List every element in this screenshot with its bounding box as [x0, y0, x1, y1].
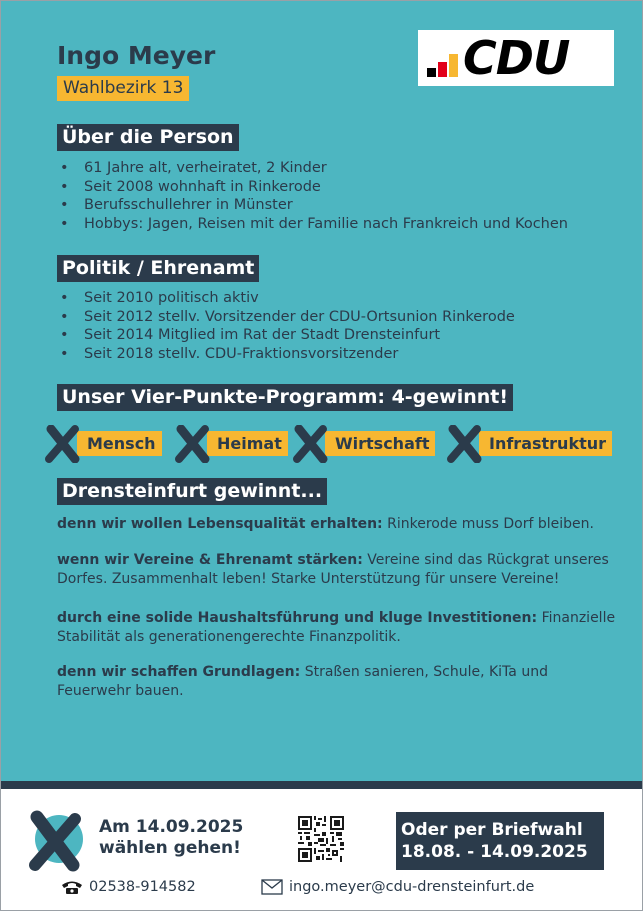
cross-mark-icon [43, 425, 83, 463]
logo-bar-gold [449, 54, 458, 77]
paragraph-text: Finanzielle Stabilität als generationengerechte Finanzpolitik. [57, 610, 616, 645]
vote-call-line: wählen gehen! [99, 838, 241, 858]
paragraph-lead: denn wir wollen Lebensqualität erhalten: [57, 516, 383, 532]
cross-mark-icon [445, 425, 485, 463]
qr-code-icon[interactable] [298, 816, 344, 862]
paragraph-lead: wenn wir Vereine & Ehrenamt stärken: [57, 552, 363, 568]
phone-number[interactable]: 02538-914582 [89, 879, 196, 895]
postal-vote-box [396, 812, 604, 870]
program-point-label: Mensch [77, 431, 162, 456]
email-contact [261, 877, 534, 897]
vote-date-line: Am 14.09.2025 [99, 817, 244, 837]
heading-politics: Politik / Ehrenamt [57, 255, 259, 282]
paragraph-text: Vereine sind das Rückgrat unseres Dorfes. Zusammenhalt leben! Starke Unterstützung für unsere Vereine! [57, 552, 609, 587]
list-item: • Seit 2010 politisch aktiv [57, 289, 515, 308]
ballot-cross-icon [25, 809, 87, 873]
district-badge: Wahlbezirk 13 [57, 76, 189, 101]
postal-vote-dates: 18.08. - 14.09.2025 [401, 842, 588, 862]
paragraph-text: Rinkerode muss Dorf bleiben. [382, 516, 594, 532]
list-item: • Seit 2018 stellv. CDU-Fraktionsvorsitzender [57, 345, 515, 364]
logo-text: CDU [463, 31, 570, 85]
program-point-label: Wirtschaft [325, 431, 435, 456]
list-item: • Seit 2012 stellv. Vorsitzender der CDU-Ortsunion Rinkerode [57, 308, 515, 327]
logo-bar-black [427, 68, 436, 77]
paragraph-budget [57, 609, 617, 646]
paragraph-clubs [57, 551, 617, 588]
person-list [57, 159, 568, 233]
program-point-label: Infrastruktur [479, 431, 612, 456]
paragraph-lead: durch eine solide Haushaltsführung und kluge Investitionen: [57, 610, 538, 626]
candidate-name: Ingo Meyer [57, 41, 216, 70]
politics-list [57, 289, 515, 363]
heading-program: Unser Vier-Punkte-Programm: 4-gewinnt! [57, 384, 513, 411]
heading-person: Über die Person [57, 124, 239, 151]
paragraph-lead: denn wir schaffen Grundlagen: [57, 664, 301, 680]
paragraph-infrastructure [57, 663, 617, 700]
phone-contact [61, 877, 196, 897]
heading-wins: Drensteinfurt gewinnt... [57, 478, 327, 505]
cross-mark-icon [173, 425, 213, 463]
list-item: • Seit 2008 wohnhaft in Rinkerode [57, 178, 568, 197]
email-address[interactable]: ingo.meyer@cdu-drensteinfurt.de [289, 879, 535, 895]
list-item: • Seit 2014 Mitglied im Rat der Stadt Drensteinfurt [57, 326, 515, 345]
program-point-label: Heimat [207, 431, 288, 456]
list-item: • 61 Jahre alt, verheiratet, 2 Kinder [57, 159, 568, 178]
logo-bar-red [438, 62, 447, 77]
cdu-logo [418, 30, 614, 86]
divider-band [1, 781, 642, 789]
paragraph-quality [57, 515, 617, 534]
vote-date [99, 817, 243, 859]
telephone-icon [61, 879, 83, 895]
envelope-icon [261, 879, 283, 895]
list-item: • Hobbys: Jagen, Reisen mit der Familie nach Frankreich und Kochen [57, 215, 568, 234]
paragraph-text: Straßen sanieren, Schule, KiTa und Feuerwehr bauen. [57, 664, 548, 699]
postal-vote-line: Oder per Briefwahl [401, 820, 583, 840]
cross-mark-icon [291, 425, 331, 463]
list-item: • Berufsschullehrer in Münster [57, 196, 568, 215]
